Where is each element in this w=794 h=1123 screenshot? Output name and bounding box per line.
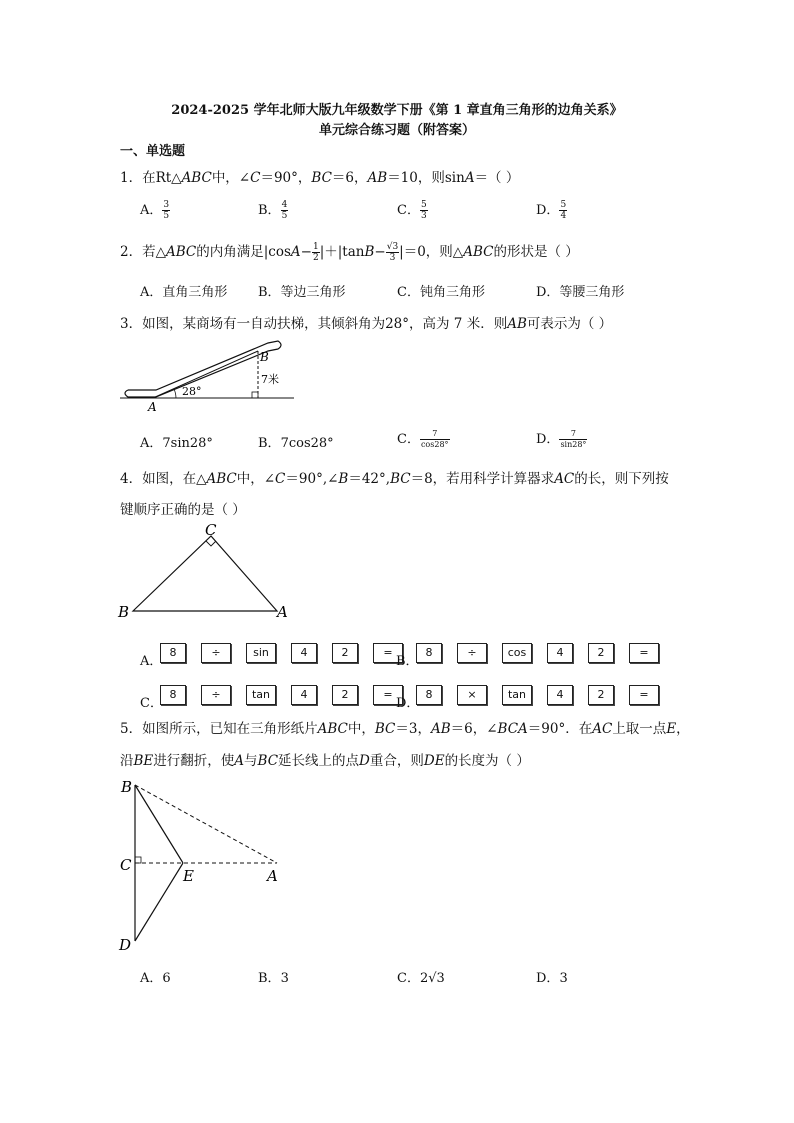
q3-option-a[interactable]: A．7sin28° <box>140 436 213 451</box>
right-angle-mark <box>135 857 141 863</box>
key-2: 2 <box>332 643 358 663</box>
line-ed <box>135 863 183 941</box>
label-b: B <box>118 603 130 620</box>
right-angle-mark <box>252 392 258 398</box>
question-3-stem: 3．如图，某商场有一自动扶梯，其倾斜角为28°，高为 7 米．则AB可表示为（ ） <box>120 316 613 332</box>
q4-option-d[interactable]: D． 8 × tan 4 2 = <box>396 678 674 711</box>
q4-option-a[interactable]: A． 8 ÷ sin 4 2 = <box>140 636 418 669</box>
question-5-stem-line1: 5．如图所示，已知在三角形纸片ABC中，BC＝3，AB＝6，∠BCA＝90°．在AC上取一点E， <box>120 721 690 737</box>
key-8: 8 <box>160 643 186 663</box>
q2-option-c[interactable]: C．钝角三角形 <box>397 285 485 300</box>
section-heading: 一、单选题 <box>120 144 186 159</box>
question-5-stem-line2: 沿BE进行翻折，使A与BC延长线上的点D重合，则DE的长度为（ ） <box>120 753 530 769</box>
key-4: 4 <box>547 685 573 705</box>
key-8: 8 <box>416 643 442 663</box>
question-1-stem: 1．在Rt△ABC中，∠C＝90°，BC＝6，AB＝10，则sinA＝（ ） <box>120 170 520 186</box>
key-sin: sin <box>246 643 276 663</box>
folding-triangle-figure <box>115 775 295 955</box>
label-c: C <box>205 521 217 539</box>
label-a: A <box>277 603 288 620</box>
key-2: 2 <box>332 685 358 705</box>
label-c: C <box>120 856 132 874</box>
height-label: 7米 <box>261 373 279 386</box>
key-equals: = <box>629 685 659 705</box>
question-2-stem: 2．若△ABC的内角满足|cosA− $\frac{1}{2}$ |＋|tanB− $\frac{√3}{3}$ |＝0，则△ABC的形状是（ ） <box>120 242 579 263</box>
q3-option-c[interactable]: C． $\frac{7}{\cos 28^\circ}$ <box>397 429 449 449</box>
line-be <box>135 785 183 863</box>
q5-option-a[interactable]: A．6 <box>140 971 171 986</box>
q1-option-c[interactable]: C． $\frac{5}{3}$ <box>397 200 427 221</box>
q4-option-c[interactable]: C． 8 ÷ tan 4 2 = <box>140 678 418 711</box>
key-tan: tan <box>502 685 532 705</box>
key-equals: = <box>373 685 403 705</box>
key-8: 8 <box>416 685 442 705</box>
angle-label: 28° <box>182 385 202 398</box>
q3-option-d[interactable]: D． $\frac{7}{\sin 28^\circ}$ <box>536 429 587 449</box>
escalator-figure <box>118 335 298 415</box>
key-divide: ÷ <box>201 643 231 663</box>
angle-arc <box>174 389 176 398</box>
label-a: A <box>148 400 157 414</box>
label-a: A <box>267 867 278 885</box>
line-ba-dashed <box>135 785 277 863</box>
key-divide: ÷ <box>457 643 487 663</box>
key-4: 4 <box>547 643 573 663</box>
q1-option-b[interactable]: B． $\frac{4}{5}$ <box>258 200 288 221</box>
label-b: B <box>260 350 269 364</box>
key-2: 2 <box>588 643 614 663</box>
label-e: E <box>183 867 194 885</box>
key-4: 4 <box>291 643 317 663</box>
q2-option-b[interactable]: B．等边三角形 <box>258 285 346 300</box>
key-divide: ÷ <box>201 685 231 705</box>
question-4-stem-line2: 键顺序正确的是（ ） <box>120 502 246 518</box>
key-tan: tan <box>246 685 276 705</box>
triangle <box>133 536 277 611</box>
key-8: 8 <box>160 685 186 705</box>
q2-option-d[interactable]: D．等腰三角形 <box>536 285 625 300</box>
key-equals: = <box>629 643 659 663</box>
triangle-abc-figure <box>115 520 295 620</box>
escalator-bottom <box>125 390 156 397</box>
key-4: 4 <box>291 685 317 705</box>
right-angle-mark <box>206 541 216 546</box>
q1-option-d[interactable]: D． $\frac{5}{4}$ <box>536 200 567 221</box>
escalator-incline <box>153 351 258 398</box>
key-equals: = <box>373 643 403 663</box>
question-4-stem-line1: 4．如图，在△ABC中，∠C＝90°,∠B＝42°,BC＝8，若用科学计算器求AC的长，则下列按 <box>120 471 669 487</box>
q5-option-d[interactable]: D．3 <box>536 971 568 986</box>
key-multiply: × <box>457 685 487 705</box>
q1-option-a[interactable]: A． $\frac{3}{5}$ <box>140 200 170 221</box>
q2-option-a[interactable]: A．直角三角形 <box>140 285 228 300</box>
label-b: B <box>121 778 133 796</box>
q3-option-b[interactable]: B．7cos28° <box>258 436 334 451</box>
q4-option-b[interactable]: B． 8 ÷ cos 4 2 = <box>396 636 674 669</box>
doc-title: 2024-2025 学年北师大版九年级数学下册《第 1 章直角三角形的边角关系》 <box>171 103 623 118</box>
doc-subtitle: 单元综合练习题（附答案） <box>318 123 475 138</box>
q5-option-c[interactable]: C．2√3 <box>397 971 445 986</box>
key-cos: cos <box>502 643 532 663</box>
key-2: 2 <box>588 685 614 705</box>
label-d: D <box>119 936 132 954</box>
q5-option-b[interactable]: B．3 <box>258 971 289 986</box>
